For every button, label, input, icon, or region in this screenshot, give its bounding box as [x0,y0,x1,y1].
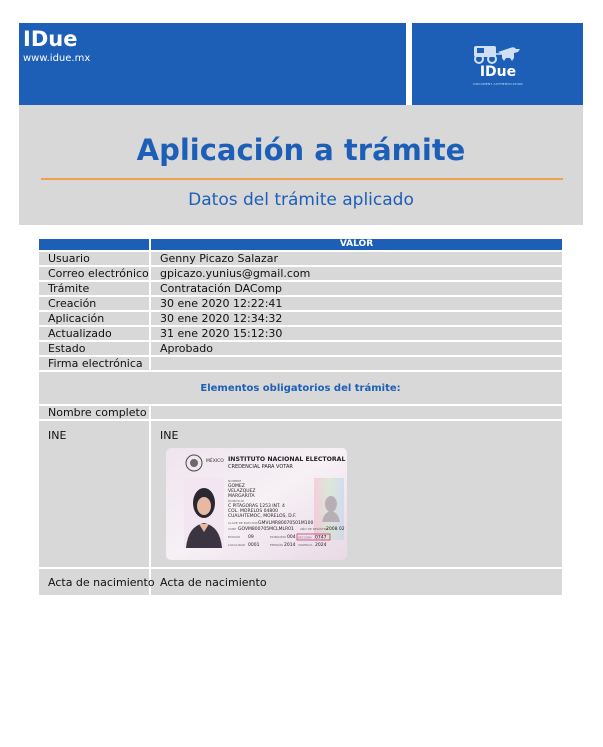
card-curp-label: CURP [228,527,237,531]
row-value [150,405,563,420]
card-emision-label: EMISIÓN [270,543,283,547]
row-label: Aplicación [38,311,150,326]
row-value [150,356,563,371]
value-column-header: VALOR [150,238,563,251]
card-address-3: CUAUHTEMOC, MORELOS, D.F. [228,514,297,519]
card-seccion: 0747 [315,535,327,541]
section-row [38,371,563,405]
table-row [38,281,563,296]
table-row [38,311,563,326]
brand-name: IDue [23,27,78,51]
row-label: Correo electrónico [38,266,150,281]
card-estado: 09 [248,535,254,540]
row-label: Actualizado [38,326,150,341]
card-clave: GMVLMR80070501M100 [258,521,314,526]
row-label: Usuario [38,251,150,266]
header-right-band [412,23,583,105]
card-localidad-label: LOCALIDAD [228,543,246,547]
card-institute: INSTITUTO NACIONAL ELECTORAL [228,456,346,463]
section-title: Elementos obligatorios del trámite: [38,371,563,405]
card-name-1: GOMEZ [228,484,245,489]
card-name-3: MARGARITA [228,494,255,499]
card-seccion-label: SECCIÓN [298,535,312,540]
card-clave-label: CLAVE DE ELECTOR [228,521,258,525]
card-address-label: DOMICILIO [228,499,245,503]
row-value: Genny Picazo Salazar [150,251,563,266]
card-registro-label: AÑO DE REGISTRO [300,527,329,531]
card-registro: 2008 02 [326,527,345,532]
card-vigencia-label: VIGENCIA [298,543,313,547]
table-row [38,568,563,596]
ine-card-image [166,448,347,560]
card-municipio: 004 [287,535,296,540]
row-value: 31 ene 2020 15:12:30 [150,326,563,341]
card-localidad: 0001 [248,543,260,548]
card-doc-type: CREDENCIAL PARA VOTAR [228,464,293,470]
row-value: INE [160,429,179,442]
header-empty-cell [38,238,150,251]
table-row [38,296,563,311]
logo-tagline: DOCUMENT AUTHENTICATION [473,82,523,86]
row-value: 30 ene 2020 12:22:41 [150,296,563,311]
card-emision: 2014 [284,543,296,548]
row-value: Contratación DAComp [150,281,563,296]
carriage-icon [468,42,528,64]
card-name-label: NOMBRE [228,479,242,483]
card-curp: GOVM800705MCLMLR01 [238,527,294,532]
row-label: Firma electrónica [38,356,150,371]
row-label: Creación [38,296,150,311]
brand-url: www.idue.mx [23,53,91,64]
card-country: MÉXICO [206,459,224,464]
card-address-1: C PITAGORAS 1253 INT. 4 [228,504,285,509]
row-value: Aprobado [150,341,563,356]
card-vigencia: 2024 [315,543,327,548]
table-row [38,405,563,420]
table-row [38,356,563,371]
idue-logo [468,42,528,88]
card-name-2: VELAZQUEZ [228,489,256,494]
table-row [38,341,563,356]
row-label: Trámite [38,281,150,296]
table-row [38,420,563,568]
table-header-row [38,238,563,251]
card-municipio-label: MUNICIPIO [270,535,286,539]
row-value: gpicazo.yunius@gmail.com [150,266,563,281]
card-address-2: COL. MORELOS 04800 [228,509,278,514]
page-title: Aplicación a trámite [136,133,466,167]
table-row [38,251,563,266]
row-value: Acta de nacimiento [150,568,563,596]
table-row [38,266,563,281]
card-photo [184,478,224,548]
table-row [38,326,563,341]
title-divider [41,178,563,180]
row-label: INE [38,420,150,568]
procedure-data-table [37,237,564,597]
title-band [19,105,583,225]
ine-value-cell [150,420,563,568]
row-label: Nombre completo [38,405,150,420]
row-label: Acta de nacimiento [38,568,150,596]
row-label: Estado [38,341,150,356]
page-subtitle: Datos del trámite aplicado [188,190,414,210]
logo-text: IDue [479,64,517,80]
row-value: 30 ene 2020 12:34:32 [150,311,563,326]
card-estado-label: ESTADO [228,535,241,539]
